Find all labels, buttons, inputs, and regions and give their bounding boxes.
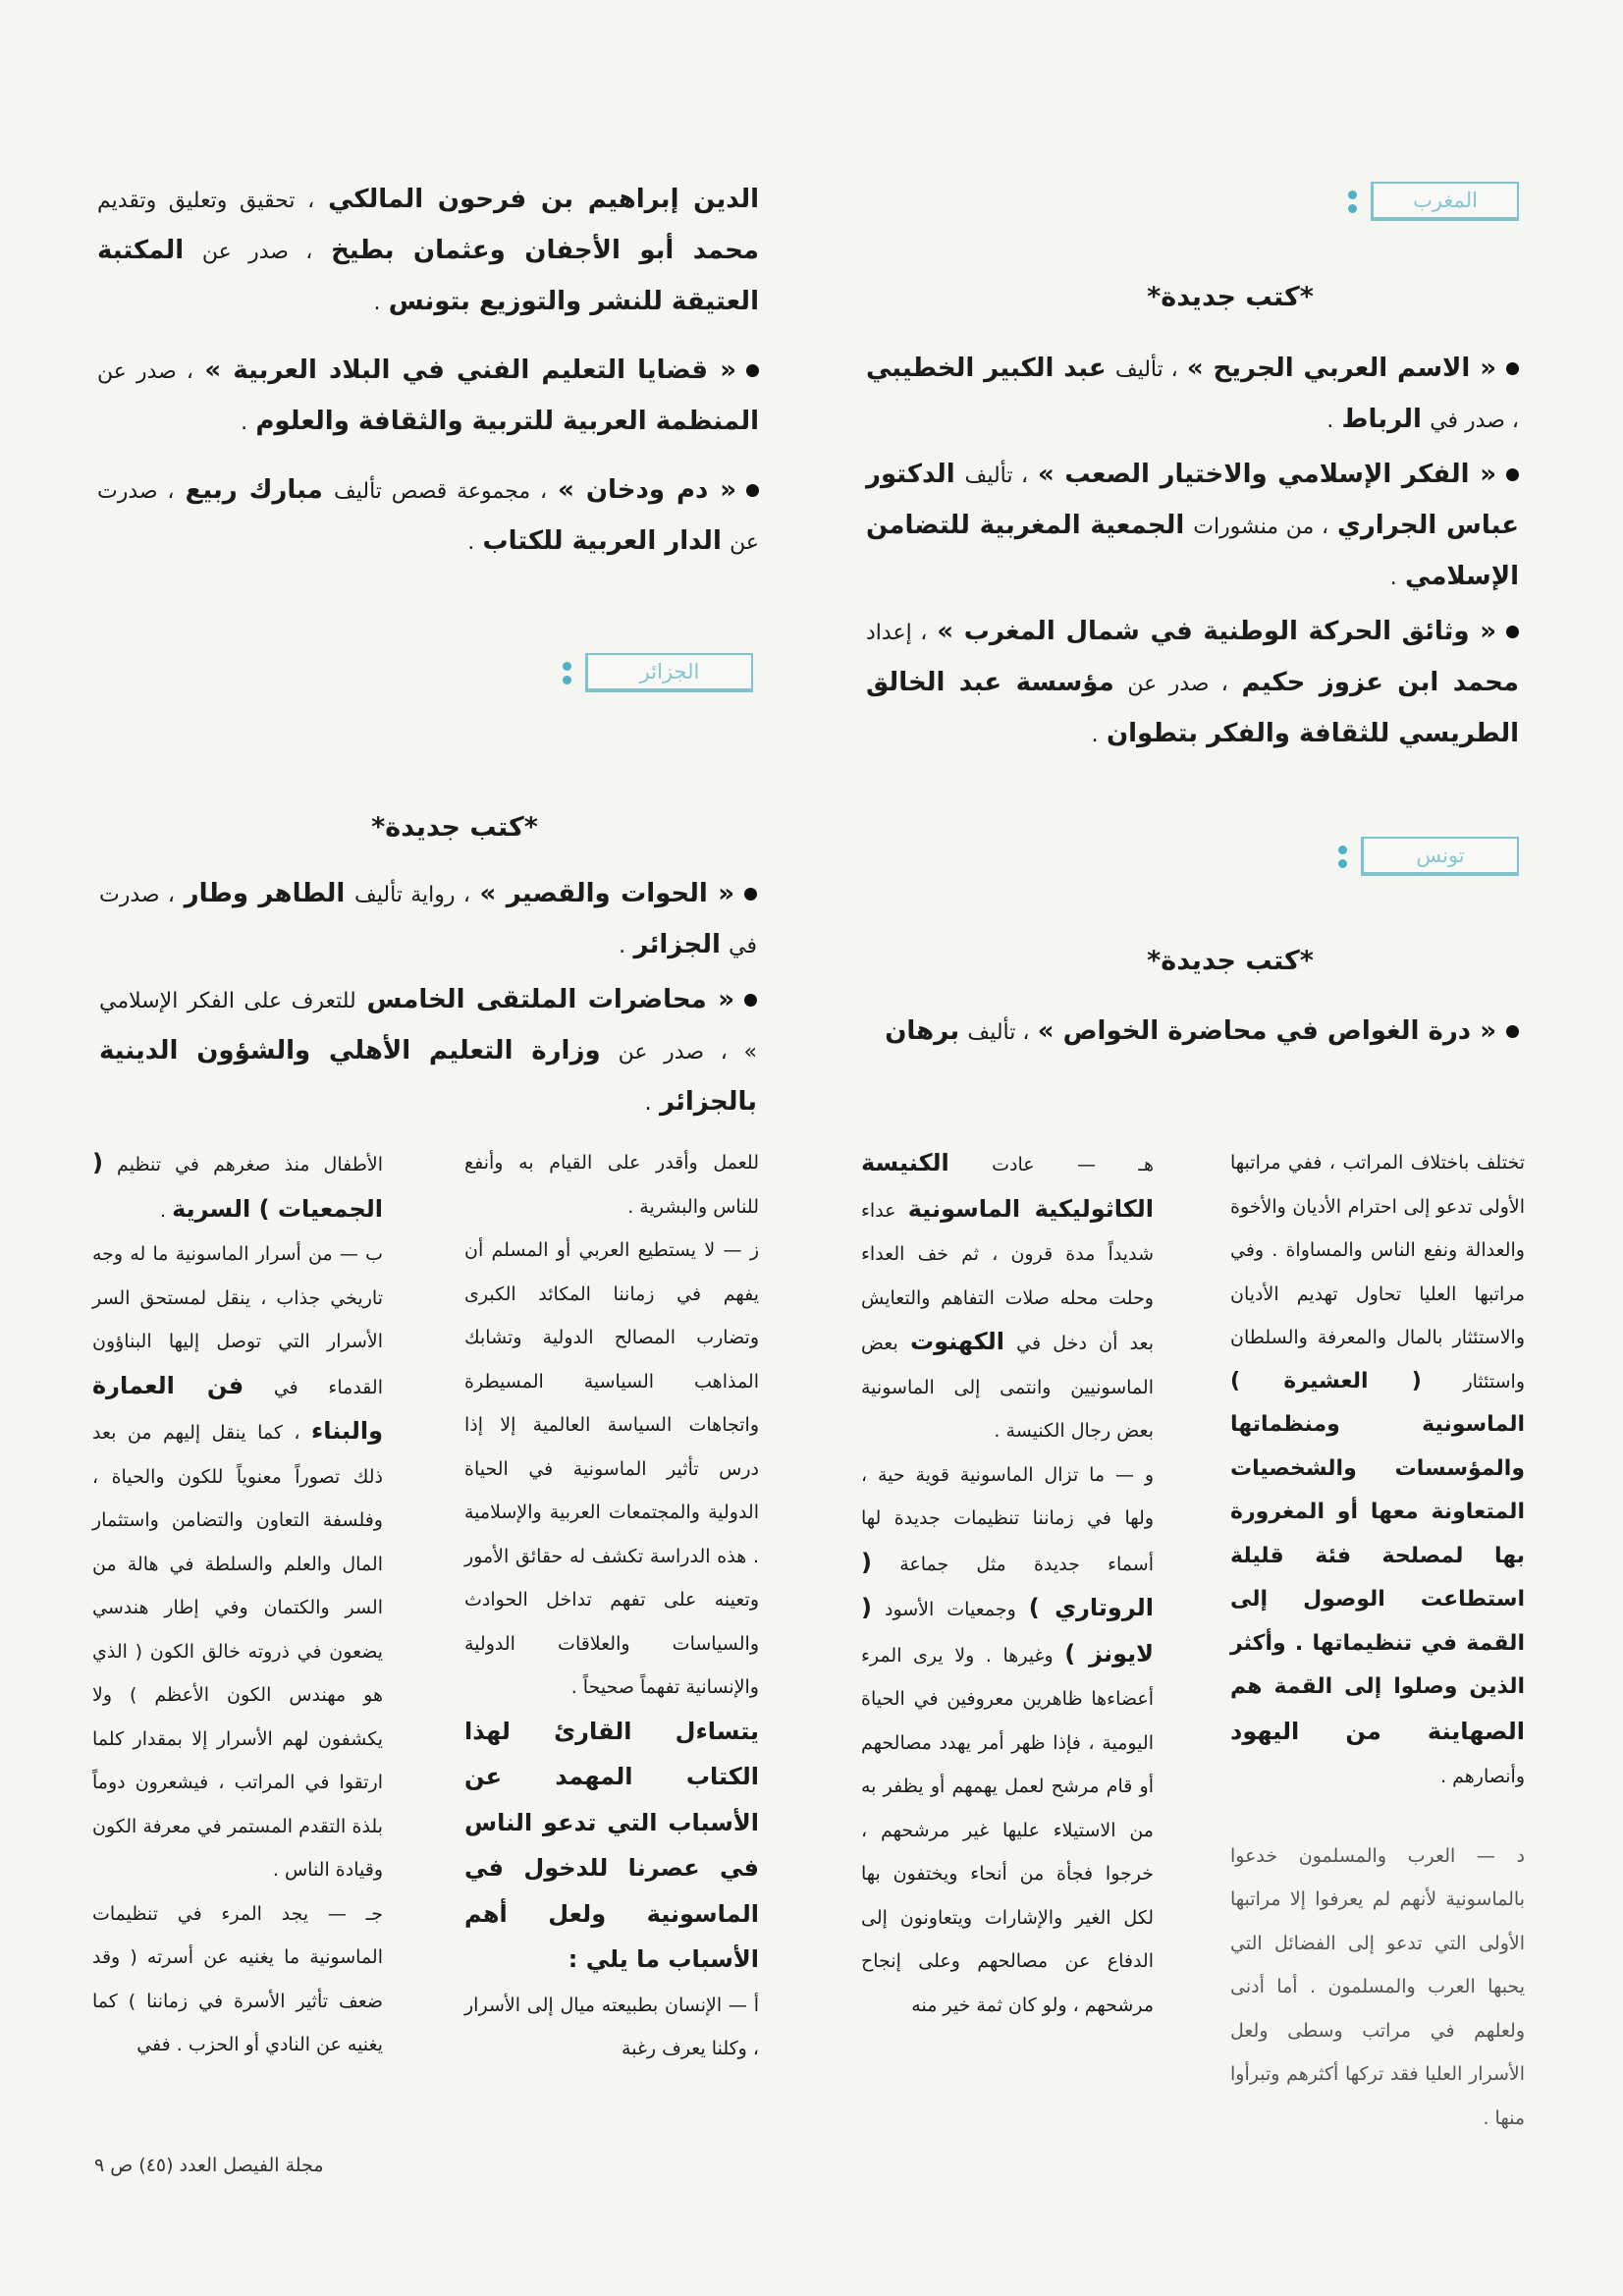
book-title: « الاسم العربي الجريح » [1186,354,1496,383]
entry-connector: ، صدر عن [97,359,193,384]
morocco-entries [866,344,1519,764]
paragraph [92,1141,383,1232]
section-marker-icon [1337,846,1347,868]
paragraph-text: الأطفال منذ صغرهم في تنظيم [117,1154,383,1175]
section-tag-tunisia [1337,837,1519,876]
list-item [99,975,757,1128]
paragraph-text: وأنصارهم . [1440,1766,1525,1787]
bullet-icon [746,364,759,377]
entry-end: . [1389,566,1397,590]
bullet-icon [1506,468,1519,481]
emphasis-text: ( الروتاري ) [861,1548,1155,1621]
paragraph [464,1984,759,2071]
bullet-icon [1506,1025,1519,1038]
section-tag-label: الجزائر [585,653,753,692]
emphasis-text: ( لايونز ) [861,1594,1154,1667]
section-heading: *كتب جديدة* [1147,946,1314,976]
article-column-3 [464,1141,759,2071]
paragraph-text: بعض الماسونيين وانتمى إلى الماسونية بعض رجال الكنيسة . [861,1333,1154,1442]
paragraph-text: ب — من أسرار الماسونية ما له وجه تاريخي جذاب ، ينقل لمستحق السر الأسرار التي توصل إليها البناؤون القدماء في [92,1243,383,1398]
section-tag-algeria [562,653,753,692]
paragraph-text: ز — لا يستطيع العربي أو المسلم أن يفهم في زماننا المكائد الكبرى وتضارب المصالح الدولية وتشابك المذاهب السياسية المسيطرة واتجاهات السياسة العالمية إلا إذا درس تأثير الماسونية في الحياة الدولية والمجتمعات العربية والإسلامية . هذه الدراسة تكشف له حقائق الأمور وتعينه على تفهم تداخل الحوادث والسياسات والعلاقات الدولية والإنسانية تفهماً صحيحاً . [464,1239,759,1698]
section-marker-icon [1347,191,1357,213]
entry-end: . [467,530,475,555]
paragraph [464,1710,759,1984]
publisher: المكتبة العتيقة للنشر والتوزيع بتونس [97,236,759,316]
entry-connector: ، تأليف [1114,357,1178,382]
emphasis-text: فن العمارة والبناء [92,1371,383,1445]
bullet-icon [744,888,757,901]
article-column-1 [1230,1141,1525,2140]
publisher: مؤسسة عبد الخالق الطريسي للثقافة والفكر بتطوان [866,668,1519,748]
section-heading: *كتب جديدة* [1147,282,1314,312]
paragraph-text: عداء شديداً مدة قرون ، ثم خف العداء وحلت محله صلات التفاهم والتعايش بعد أن دخل في [861,1199,1154,1354]
entry-end: . [1326,409,1334,433]
entry-end: . [644,1091,652,1116]
paragraph-text: ، كما ينقل إليهم من بعد ذلك تصوراً معنوياً للكون والحياة ، وفلسفة التعاون والتضامن واستثمار المال والعلم والسلطة في هالة من السر والكتمان وفي إطار هندسي يضعون في ذروته خالق الكون ( الذي هو مهندس الكون الأعظم ) ولا يكشفون لهم الأسرار إلا بمقدار كلما ارتقوا في المراتب ، فيشعرون دوماً بلذة التقدم المستمر في معرفة الكون وقيادة الناس . [92,1422,383,1881]
paragraph [92,1232,383,1892]
section-tag-label: المغرب [1371,182,1519,221]
list-item [99,869,757,971]
paragraph-text: هـ — عادت [992,1154,1154,1175]
paragraph [464,1229,759,1710]
book-title: « وثائق الحركة الوطنية في شمال المغرب » [937,617,1497,646]
entry-connector: ، صدر في [1430,409,1519,433]
paragraph [1230,1141,1525,1799]
article-column-4 [92,1141,383,2067]
section-tag-morocco [1347,182,1519,221]
bullet-icon [746,484,759,497]
bullet-icon [1506,626,1519,638]
book-title: « محاضرات الملتقى الخامس [366,985,735,1014]
emphasis-text: الكهنوت [909,1328,1004,1355]
entry-connector: ، مجموعة قصص تأليف [333,479,548,504]
paragraph-text: . [159,1199,167,1222]
paragraph-text: و — ما تزال الماسونية قوية حية ، ولها في زماننا تنظيمات جديدة لها أسماء جديدة مثل جماعة [861,1463,1154,1575]
list-item [97,175,759,328]
book-title: « الحوات والقصير » [479,879,735,908]
book-author: عبد الكبير الخطيبي [866,354,1107,383]
paragraph-text: للعمل وأقدر على القيام به وأنفع للناس والبشرية . [464,1152,759,1218]
list-item [97,346,759,448]
list-item [866,344,1519,446]
tunisia-entries [866,1007,1519,1062]
paragraph-text: تختلف باختلاف المراتب ، ففي مراتبها الأولى تدعو إلى احترام الأديان والأخوة والعدالة ونفع الناس والمساواة . وفي مراتبها العليا تحاول تهديم الأديان والاستئثار بالمال والمعرفة والسلطان واستئثار [1230,1152,1526,1393]
entry-end: . [619,934,626,958]
bullet-icon [744,994,757,1007]
entry-connector: ، تأليف [967,1020,1030,1045]
paragraph [92,1892,383,2067]
emphasis-text: الكنيسة الكاثوليكية الماسونية [861,1149,1155,1223]
paragraph [861,1141,1154,1453]
publisher: الرباط [1341,405,1422,434]
paragraph-text: د — العرب والمسلمون خدعوا بالماسونية لأنهم لم يعرفوا إلا مراتبها الأولى التي تدعو إلى الفضائل التي يحبها العرب والمسلمون . أما أدنى ولعلهم في مراتب وسطى ولعل الأسرار العليا فقد تركها أكثرهم وتبرأوا منها . [1230,1844,1525,2129]
paragraph [861,1453,1154,2028]
entry-connector: ، من منشورات [1193,515,1329,539]
paragraph [464,1141,759,1229]
publisher: الجزائر [633,930,721,959]
book-title: « قضايا التعليم الفني في البلاد العربية » [204,355,736,385]
book-title: « الفكر الإسلامي والاختيار الصعب » [1038,460,1496,489]
paragraph-text: جـ — يجد المرء في تنظيمات الماسونية ما يغنيه عن أسرته ( وقد ضعف تأثير الأسرة في زماننا ) كما يغنيه عن النادي أو الحزب . ففي [92,1902,383,2055]
page-footer: مجلة الفيصل العدد (٤٥) ص ٩ [94,2155,324,2176]
list-item [866,607,1519,760]
section-marker-icon [562,662,571,684]
paragraph-text: وجمعيات الأسود [884,1599,1016,1620]
publisher: وزارة التعليم الأهلي والشؤون الدينية بالجزائر [99,1036,757,1117]
publisher: الدار العربية للكتاب [482,526,722,556]
entry-connector: ، صدرت عن [97,479,759,555]
book-title: الدين إبراهيم بن فرحون المالكي [328,185,760,214]
paragraph [1230,1834,1525,2141]
book-author: محمد ابن عزوز حكيم [1241,668,1520,697]
list-item [97,465,759,568]
entry-end: . [373,291,381,315]
publisher: الجمعية المغربية للتضامن الإسلامي [866,511,1519,591]
entry-connector: ، إعداد [866,621,928,645]
entry-connector: ، صدر عن [201,240,313,264]
algeria-entries [99,869,757,1132]
section-tag-label: تونس [1361,837,1519,876]
entry-connector: للتعرف على الفكر الإسلامي » ، صدر عن [99,989,757,1065]
emphasis-text: يتساءل القارئ لهذا الكتاب المهمد عن الأسباب التي تدعو الناس في عصرنا للدخول في الماسونية ولعل أهم الأسباب ما يلي : [464,1717,759,1973]
book-author: مبارك ربيع [185,475,323,505]
entry-end: . [241,410,248,435]
paragraph-text: أ — الإنسان بطبيعته ميال إلى الأسرار ، وكلنا يعرف رغبة [464,1994,759,2059]
article-column-2 [861,1141,1154,2027]
section-heading: *كتب جديدة* [371,812,538,843]
book-author: الطاهر وطار [184,879,346,908]
emphasis-text: ( الجمعيات ) السرية [92,1149,383,1223]
list-item [866,1007,1519,1058]
paragraph-text: ( العشيرة ) الماسونية ومنظماتها والمؤسسات والشخصيات المتعاونة معها أو المغرورة بها لمصلحة فئة قليلة استطاعت الوصول إلى القمة في تنظيماتها . وأكثر الذين وصلوا إلى القمة هم [1230,1368,1525,1699]
continued-entries [97,175,759,572]
entry-connector: ، تأليف [964,464,1029,488]
list-item [866,450,1519,603]
entry-connector: ، رواية تأليف [353,883,470,907]
book-author: محمد أبو الأجفان وعثمان بطيخ [331,236,760,265]
entry-connector: ، صدرت في [99,883,757,958]
entry-connector: ، تحقيق وتعليق وتقديم [97,189,315,213]
book-title: « درة الغواص في محاضرة الخواص » [1037,1016,1496,1046]
emphasis-text: الصهاينة من اليهود [1230,1717,1525,1745]
publisher: المنظمة العربية للتربية والثقافة والعلوم [255,407,759,436]
book-author: الدكتور عباس الجراري [866,460,1520,540]
entry-connector: ، صدر عن [1127,672,1228,696]
book-author: برهان [885,1016,960,1046]
book-title: « دم ودخان » [558,475,737,505]
entry-end: . [1091,723,1099,747]
paragraph-text: وغيرها . ولا يرى المرء أعضاءها ظاهرين معروفين في الحياة اليومية ، فإذا ظهر أمر يهدد مصالحهم أو قام مرشح لعمل يهمهم أو يظفر به من الاستيلاء عليها غير مرشحهم ، خرجوا فجأة من أنحاء ويختفون بها لكل الغير والإشارات ويتعاونون إلى الدفاع عن مصالحهم وعلى إنجاح مرشحهم ، ولو كان ثمة خير منه [861,1644,1154,2016]
bullet-icon [1506,362,1519,375]
